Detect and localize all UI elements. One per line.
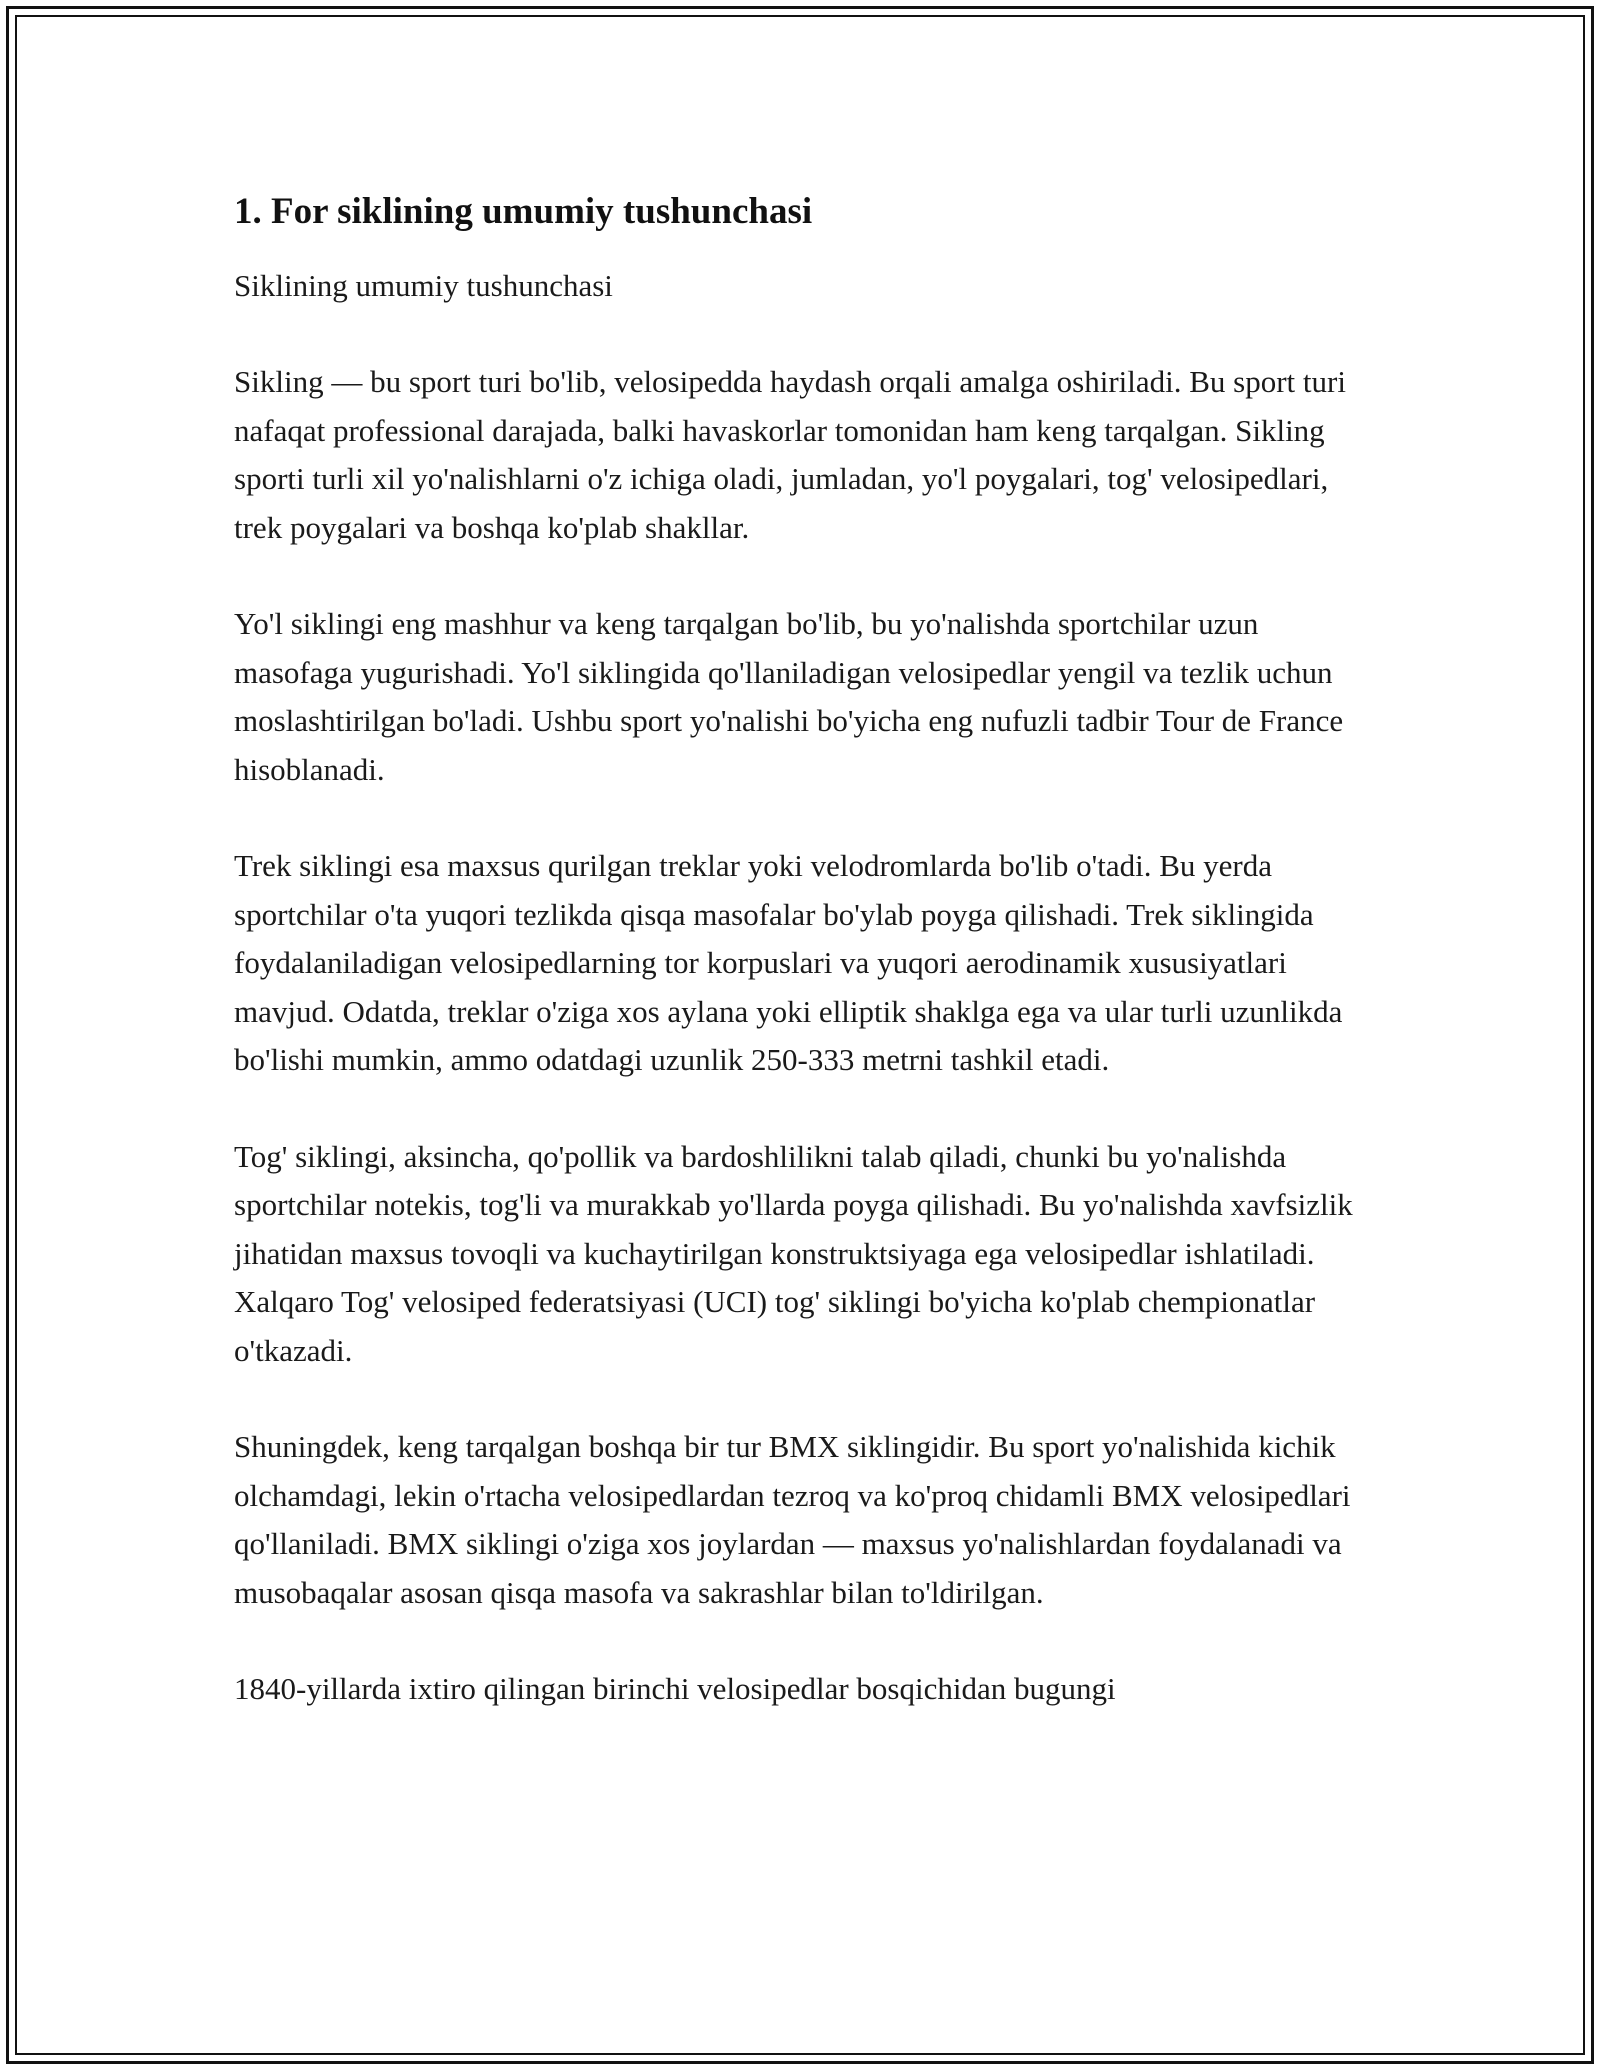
section-subheading: Siklining umumiy tushunchasi (234, 268, 613, 303)
paragraph-history: 1840-yillarda ixtiro qilingan birinchi velosipedlar bosqichidan bugungi (234, 1671, 1116, 1706)
paragraph-road-cycling: Yo'l siklingi eng mashhur va keng tarqalgan bo'lib, bu yo'nalishda sportchilar uzun masofaga yugurishadi. Yo'l siklingida qo'llaniladigan velosipedlar yengil va tezlik uchun moslashtirilgan bo'ladi. Ushbu sport yo'nalishi bo'yicha eng nufuzli tadbir Tour de France hisoblanadi. (234, 606, 1344, 787)
paragraph-bmx-cycling: Shuningdek, keng tarqalgan boshqa bir tur BMX siklingidir. Bu sport yo'nalishida kichik olchamdagi, lekin o'rtacha velosipedlardan tezroq va ko'proq chidamli BMX velosipedlari qo'llaniladi. BMX siklingi o'ziga xos joylardan — maxsus yo'nalishlardan foydalanadi va musobaqalar asosan qisqa masofa va sakrashlar bilan to'ldirilgan. (234, 1429, 1351, 1610)
paragraph-intro: Sikling — bu sport turi bo'lib, velosipedda haydash orqali amalga oshiriladi. Bu sport turi nafaqat professional darajada, balki havaskorlar tomonidan ham keng tarqalgan. Sikling sporti turli xil yo'nalishlarni o'z ichiga oladi, jumladan, yo'l poygalari, tog' velosipedlari, trek poygalari va boshqa ko'plab shakllar. (234, 364, 1346, 545)
section-heading: 1. For siklining umumiy tushunchasi (234, 191, 813, 232)
document-page (234, 188, 1374, 1714)
paragraph-mountain-cycling: Tog' siklingi, aksincha, qo'pollik va bardoshlilikni talab qiladi, chunki bu yo'nalishda sportchilar notekis, tog'li va murakkab yo'llarda poyga qilishadi. Bu yo'nalishda xavfsizlik jihatidan maxsus tovoqli va kuchaytirilgan konstruktsiyaga ega velosipedlar ishlatiladi. Xalqaro Tog' velosiped federatsiyasi (UCI) tog' siklingi bo'yicha ko'plab chempionatlar o'tkazadi. (234, 1138, 1353, 1368)
paragraph-track-cycling: Trek siklingi esa maxsus qurilgan treklar yoki velodromlarda bo'lib o'tadi. Bu yerda sportchilar o'ta yuqori tezlikda qisqa masofalar bo'ylab poyga qilishadi. Trek siklingida foydalaniladigan velosipedlarning tor korpuslari va yuqori aerodinamik xususiyatlari mavjud. Odatda, treklar o'ziga xos aylana yoki elliptik shaklga ega va ular turli uzunlikda bo'lishi mumkin, ammo odatdagi uzunlik 250-333 metrni tashkil etadi. (234, 848, 1343, 1077)
